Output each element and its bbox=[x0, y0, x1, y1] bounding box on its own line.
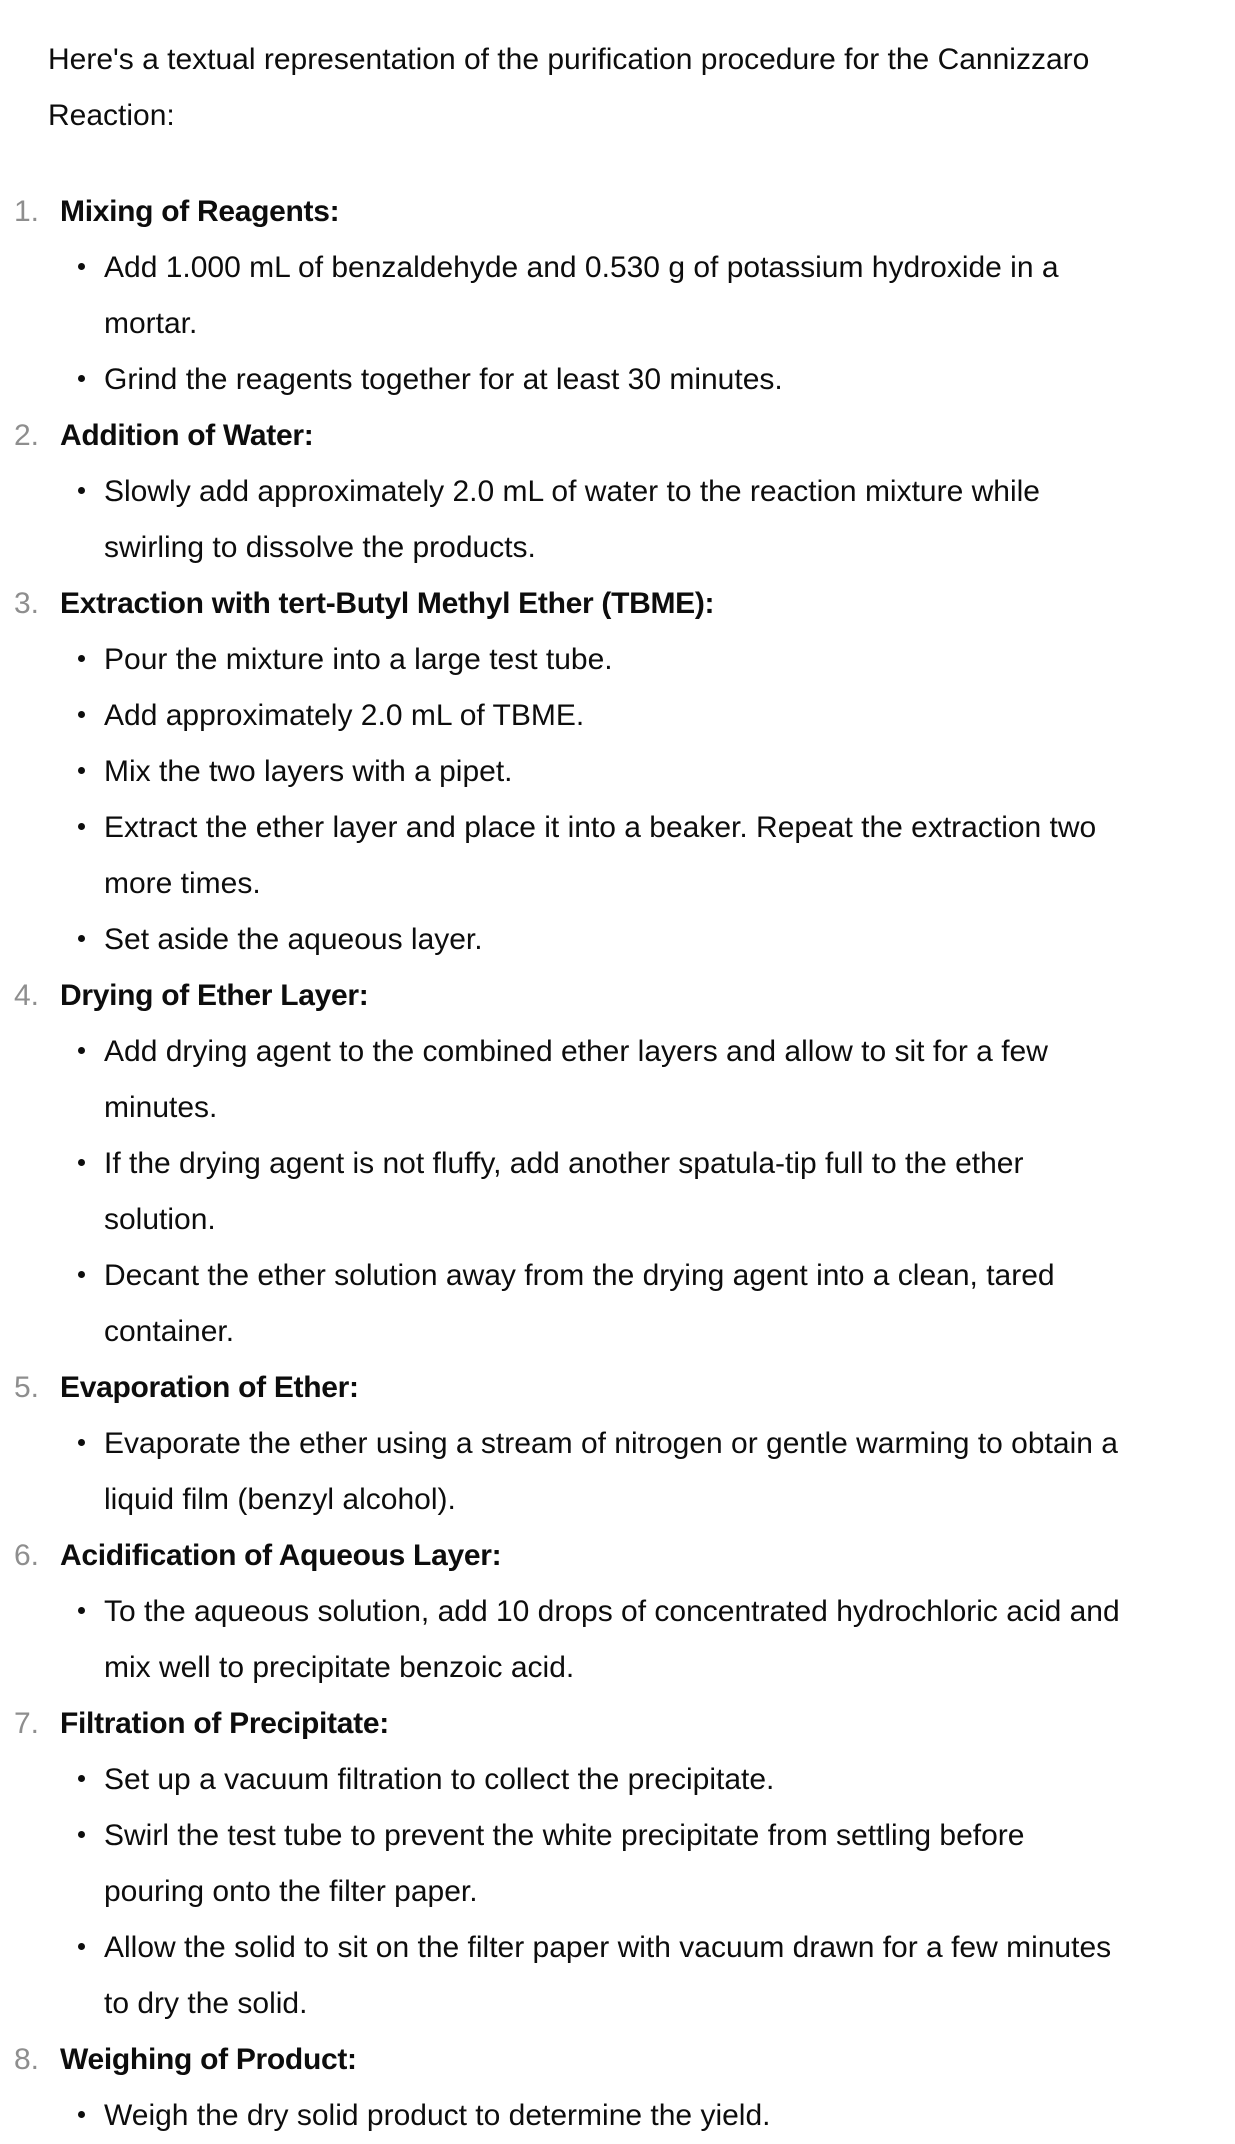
bullet-item bbox=[0, 800, 1131, 912]
bullet-text: Decant the ether solution away from the drying agent into a clean, tared container. bbox=[104, 1259, 1055, 1348]
bullet-item bbox=[0, 464, 1131, 576]
step-bullet-list bbox=[0, 1584, 1235, 1696]
bullet-text: If the drying agent is not fluffy, add another spatula-tip full to the ether solution. bbox=[104, 1147, 1024, 1236]
step-bullet-list bbox=[0, 632, 1235, 968]
step-heading bbox=[0, 1528, 1235, 1584]
bullet-item bbox=[0, 1136, 1131, 1248]
procedure-steps-list bbox=[0, 184, 1235, 2144]
step-title: Extraction with tert-Butyl Methyl Ether (TBME): bbox=[60, 587, 715, 620]
bullet-item bbox=[0, 1808, 1131, 1920]
bullet-dot-icon bbox=[78, 2111, 85, 2118]
step-bullet-list bbox=[0, 464, 1235, 576]
bullet-item bbox=[0, 912, 1131, 968]
bullet-item bbox=[0, 240, 1131, 352]
step-title: Addition of Water: bbox=[60, 419, 314, 452]
bullet-text: Add approximately 2.0 mL of TBME. bbox=[104, 699, 585, 732]
bullet-dot-icon bbox=[78, 711, 85, 718]
bullet-text: Add drying agent to the combined ether layers and allow to sit for a few minutes. bbox=[104, 1035, 1048, 1124]
bullet-item bbox=[0, 1752, 1131, 1808]
step-title: Mixing of Reagents: bbox=[60, 195, 340, 228]
procedure-step bbox=[0, 1696, 1235, 2032]
bullet-dot-icon bbox=[78, 655, 85, 662]
bullet-item bbox=[0, 1584, 1131, 1696]
step-number: 1. bbox=[14, 195, 40, 228]
step-number: 5. bbox=[14, 1371, 40, 1404]
procedure-step bbox=[0, 2032, 1235, 2144]
bullet-dot-icon bbox=[78, 1047, 85, 1054]
step-heading bbox=[0, 576, 1235, 632]
step-heading bbox=[0, 1696, 1235, 1752]
bullet-text: Add 1.000 mL of benzaldehyde and 0.530 g of potassium hydroxide in a mortar. bbox=[104, 251, 1059, 340]
bullet-dot-icon bbox=[78, 1775, 85, 1782]
bullet-dot-icon bbox=[78, 1943, 85, 1950]
procedure-step bbox=[0, 184, 1235, 408]
bullet-text: Set aside the aqueous layer. bbox=[104, 923, 483, 956]
bullet-text: Pour the mixture into a large test tube. bbox=[104, 643, 613, 676]
step-heading bbox=[0, 1360, 1235, 1416]
bullet-item bbox=[0, 1416, 1131, 1528]
step-title: Drying of Ether Layer: bbox=[60, 979, 369, 1012]
step-heading bbox=[0, 2032, 1235, 2088]
bullet-item bbox=[0, 1024, 1131, 1136]
bullet-item bbox=[0, 2088, 1131, 2144]
bullet-dot-icon bbox=[78, 935, 85, 942]
step-number: 7. bbox=[14, 1707, 40, 1740]
step-heading bbox=[0, 408, 1235, 464]
step-bullet-list bbox=[0, 240, 1235, 408]
bullet-item bbox=[0, 688, 1131, 744]
bullet-dot-icon bbox=[78, 767, 85, 774]
bullet-dot-icon bbox=[78, 375, 85, 382]
bullet-text: Weigh the dry solid product to determine the yield. bbox=[104, 2099, 771, 2132]
bullet-dot-icon bbox=[78, 823, 85, 830]
step-bullet-list bbox=[0, 1416, 1235, 1528]
bullet-dot-icon bbox=[78, 1831, 85, 1838]
procedure-step bbox=[0, 968, 1235, 1360]
bullet-dot-icon bbox=[78, 487, 85, 494]
step-number: 4. bbox=[14, 979, 40, 1012]
bullet-text: Extract the ether layer and place it into a beaker. Repeat the extraction two more times. bbox=[104, 811, 1097, 900]
step-title: Weighing of Product: bbox=[60, 2043, 357, 2076]
bullet-text: Evaporate the ether using a stream of nitrogen or gentle warming to obtain a liquid film (benzyl alcohol). bbox=[104, 1427, 1118, 1516]
bullet-text: Mix the two layers with a pipet. bbox=[104, 755, 513, 788]
bullet-item bbox=[0, 1920, 1131, 2032]
procedure-step bbox=[0, 1528, 1235, 1696]
bullet-dot-icon bbox=[78, 1439, 85, 1446]
step-heading bbox=[0, 184, 1235, 240]
step-number: 8. bbox=[14, 2043, 40, 2076]
bullet-item bbox=[0, 744, 1131, 800]
step-number: 2. bbox=[14, 419, 40, 452]
step-heading bbox=[0, 968, 1235, 1024]
bullet-text: Set up a vacuum filtration to collect the precipitate. bbox=[104, 1763, 775, 1796]
bullet-item bbox=[0, 1248, 1131, 1360]
intro-paragraph: Here's a textual representation of the purification procedure for the Cannizzaro Reaction: bbox=[48, 43, 1090, 132]
bullet-text: Swirl the test tube to prevent the white precipitate from settling before pouring onto the filter paper. bbox=[104, 1819, 1025, 1908]
bullet-item bbox=[0, 352, 1131, 408]
step-number: 6. bbox=[14, 1539, 40, 1572]
bullet-dot-icon bbox=[78, 1159, 85, 1166]
step-number: 3. bbox=[14, 587, 40, 620]
bullet-dot-icon bbox=[78, 1607, 85, 1614]
procedure-step bbox=[0, 1360, 1235, 1528]
procedure-step bbox=[0, 576, 1235, 968]
bullet-item bbox=[0, 632, 1131, 688]
bullet-text: Allow the solid to sit on the filter paper with vacuum drawn for a few minutes to dry the solid. bbox=[104, 1931, 1112, 2020]
step-bullet-list bbox=[0, 1024, 1235, 1360]
bullet-dot-icon bbox=[78, 263, 85, 270]
step-title: Acidification of Aqueous Layer: bbox=[60, 1539, 502, 1572]
bullet-text: Grind the reagents together for at least 30 minutes. bbox=[104, 363, 783, 396]
step-title: Filtration of Precipitate: bbox=[60, 1707, 389, 1740]
step-title: Evaporation of Ether: bbox=[60, 1371, 359, 1404]
bullet-text: Slowly add approximately 2.0 mL of water to the reaction mixture while swirling to dissolve the products. bbox=[104, 475, 1040, 564]
step-bullet-list bbox=[0, 2088, 1235, 2144]
bullet-dot-icon bbox=[78, 1271, 85, 1278]
procedure-step bbox=[0, 408, 1235, 576]
step-bullet-list bbox=[0, 1752, 1235, 2032]
bullet-text: To the aqueous solution, add 10 drops of concentrated hydrochloric acid and mix well to precipitate benzoic acid. bbox=[104, 1595, 1120, 1684]
